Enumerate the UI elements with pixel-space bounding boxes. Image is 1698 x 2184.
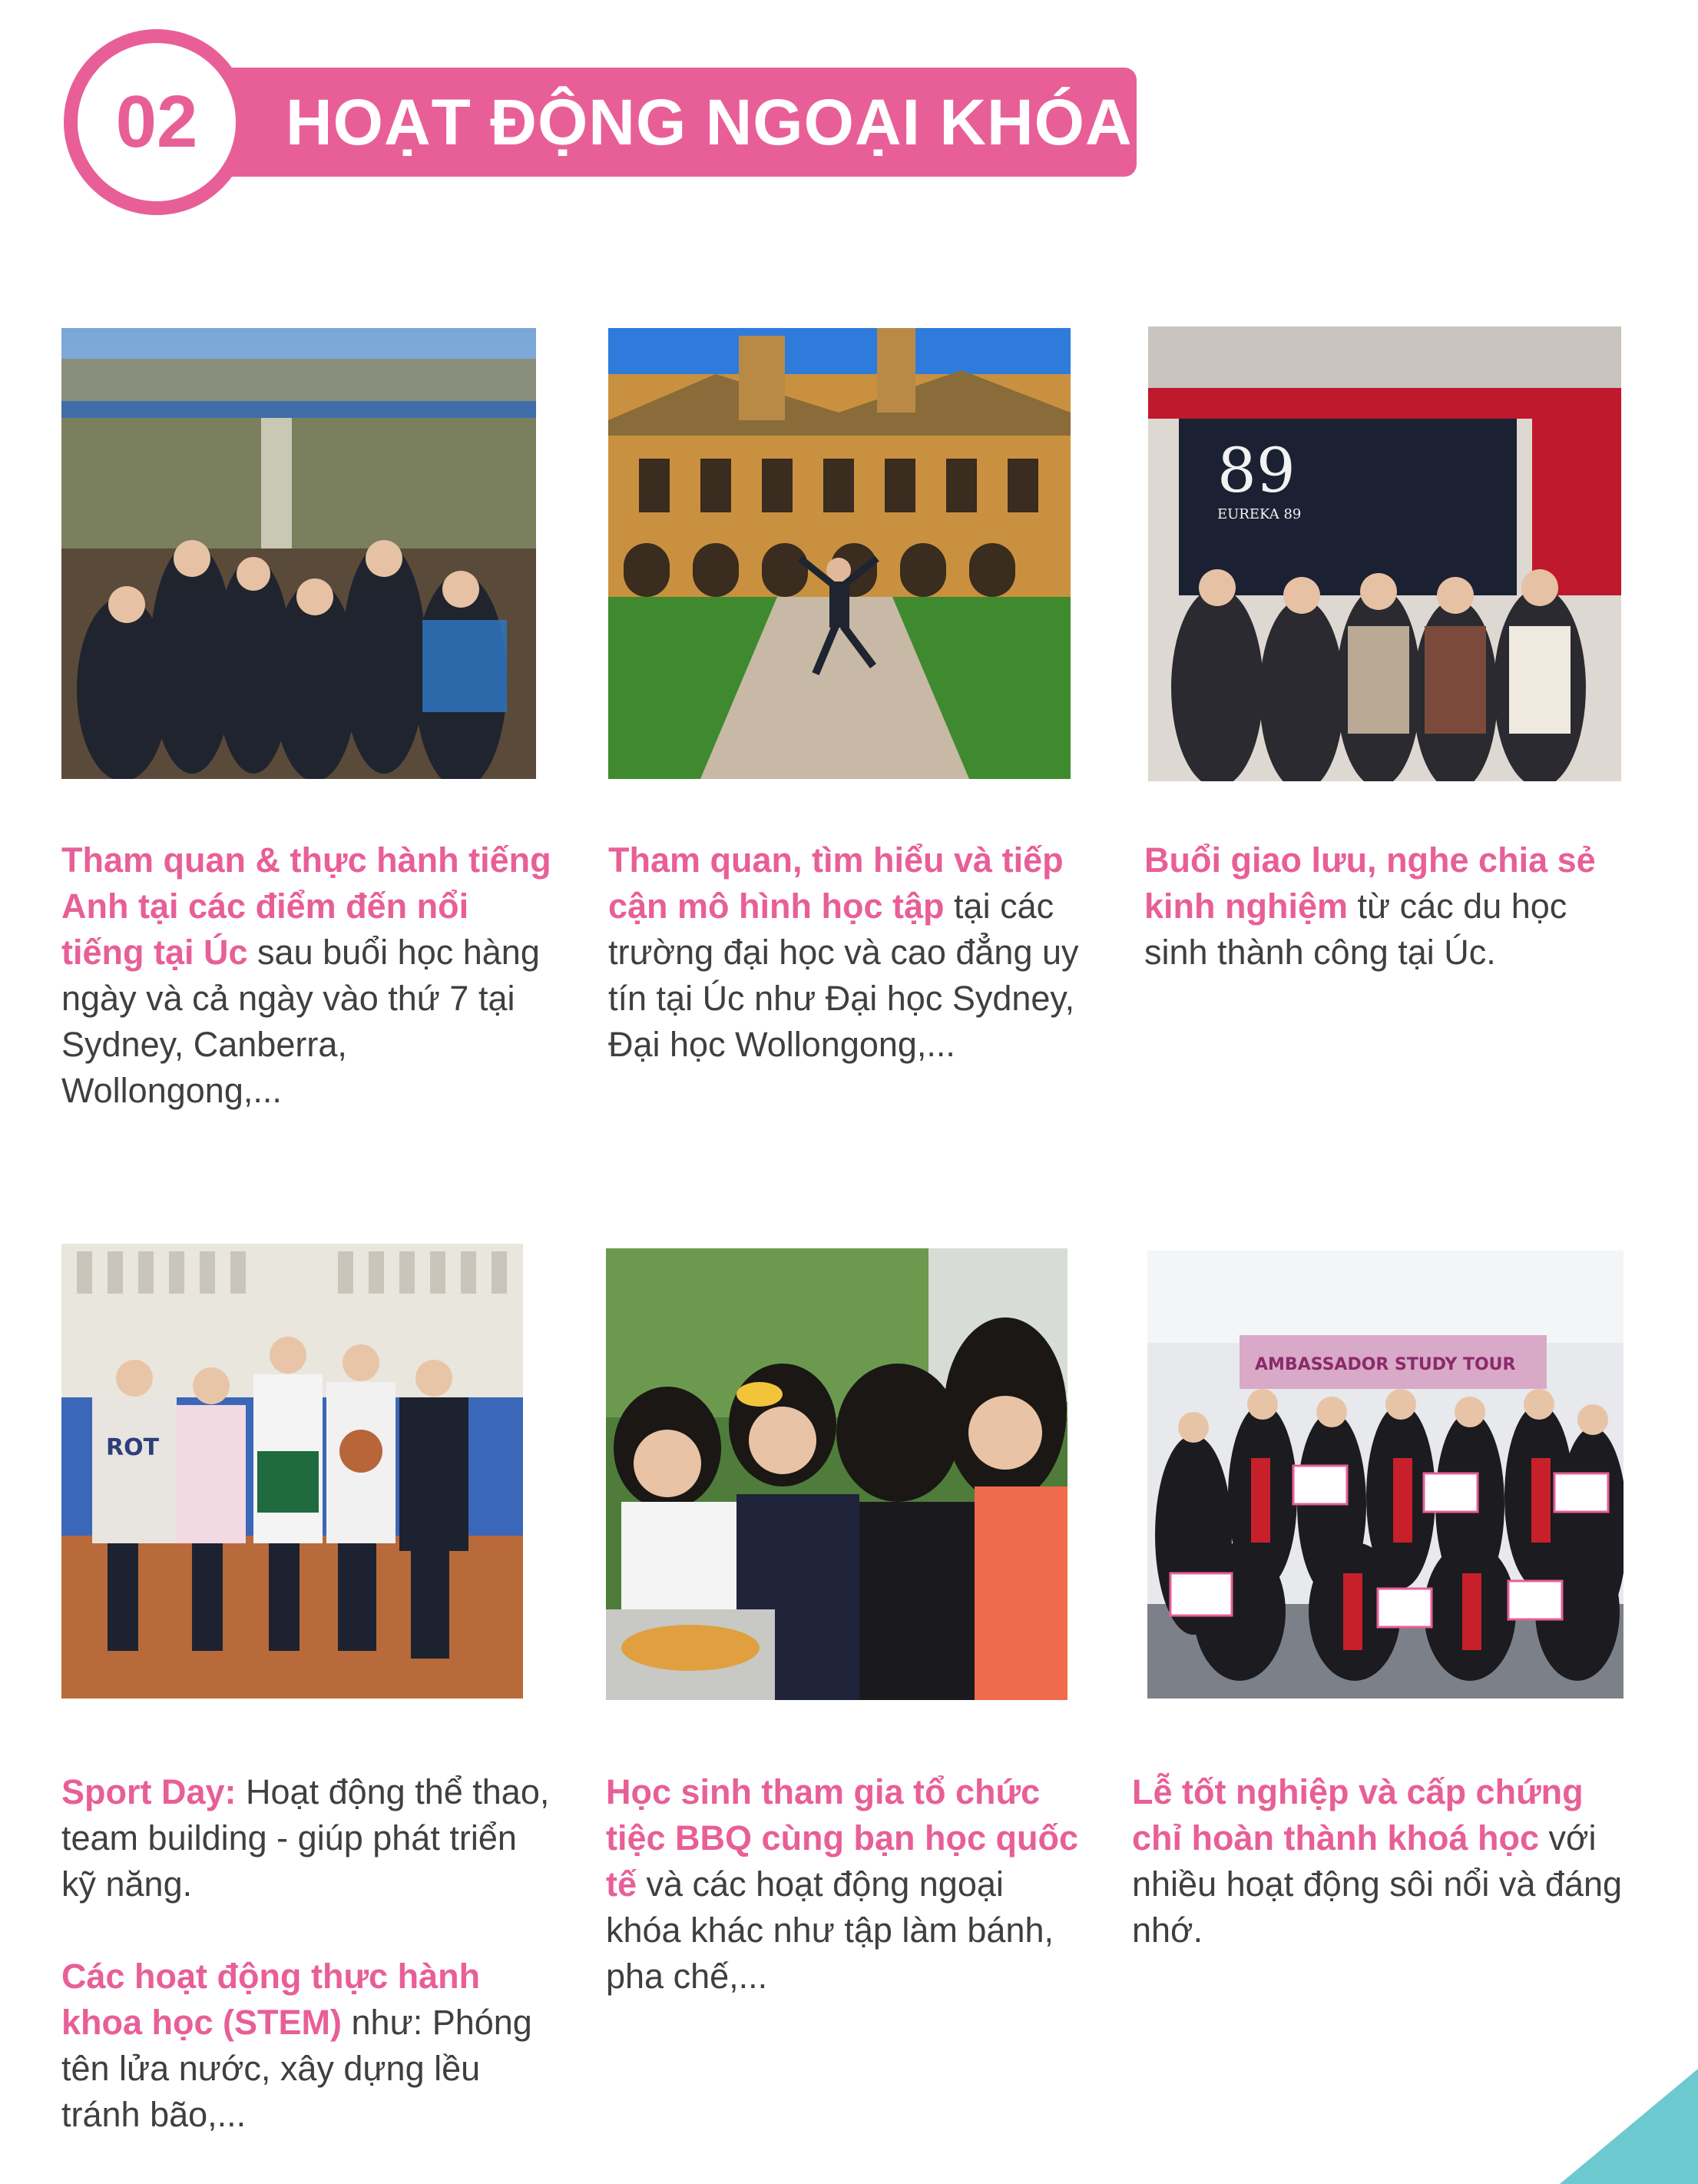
caption-sport-highlight: Sport Day: [61, 1772, 237, 1811]
caption-university-visit-text: tại các trường đại học và cao đẳng uy tín tại Úc như Đại học Sydney, Đại học Wollongong,... [608, 887, 1079, 1064]
section-number: 02 [115, 81, 198, 163]
photo-graduation [1147, 1251, 1624, 1698]
tshirt-text: ROT [106, 1434, 160, 1461]
caption-exchange-highlight: Buổi giao lưu, nghe chia sẻ kinh nghiệm [1144, 840, 1596, 926]
caption-university-visit [608, 837, 1084, 1068]
caption-exchange-text: từ các du học sinh thành công tại Úc. [1144, 887, 1567, 972]
caption-sport-stem [61, 1769, 553, 2138]
caption-stem-text: như: Phóng tên lửa nước, xây dựng lều tránh bão,... [61, 2003, 532, 2134]
photo-university-campus [608, 328, 1071, 779]
caption-sightseeing-highlight: Tham quan & thực hành tiếng Anh tại các điểm đến nổi tiếng tại Úc [61, 840, 551, 972]
caption-sport-paragraph [61, 1769, 553, 1907]
caption-sport-text: Hoạt động thể thao, team building - giúp phát triển kỹ năng. [61, 1772, 550, 1904]
caption-graduation-text: với nhiều hoạt động sôi nổi và đáng nhớ. [1132, 1818, 1623, 1950]
caption-bbq [606, 1769, 1082, 2000]
caption-stem-highlight: Các hoạt động thực hành khoa học (STEM) [61, 1957, 481, 2042]
section-title: HOẠT ĐỘNG NGOẠI KHÓA [286, 86, 1133, 158]
caption-stem-paragraph [61, 1954, 553, 2138]
caption-sightseeing-text: sau buổi học hàng ngày và cả ngày vào thứ 7 tại Sydney, Canberra, Wollongong,... [61, 933, 540, 1110]
caption-bbq-text: và các hoạt động ngoại khóa khác như tập làm bánh, pha chế,... [606, 1864, 1054, 1996]
photo-storefront-group [1148, 326, 1621, 781]
caption-exchange [1144, 837, 1636, 976]
caption-graduation [1132, 1769, 1631, 1954]
caption-sightseeing [61, 837, 553, 1114]
caption-university-visit-highlight: Tham quan, tìm hiểu và tiếp cận mô hình học tập [608, 840, 1064, 926]
photo-group-lookout [61, 328, 536, 779]
storefront-sign-number: 89 [1217, 435, 1296, 506]
caption-bbq-highlight: Học sinh tham gia tổ chức tiệc BBQ cùng bạn học quốc tế [606, 1772, 1079, 1904]
banner-text: AMBASSADOR STUDY TOUR [1255, 1355, 1516, 1374]
caption-graduation-highlight: Lễ tốt nghiệp và cấp chứng chỉ hoàn thành khoá học [1132, 1772, 1584, 1858]
storefront-sign-text: EUREKA 89 [1217, 506, 1302, 522]
photo-sport-day [61, 1244, 523, 1698]
photo-bbq-party [606, 1248, 1067, 1700]
corner-decoration [1537, 2069, 1698, 2184]
